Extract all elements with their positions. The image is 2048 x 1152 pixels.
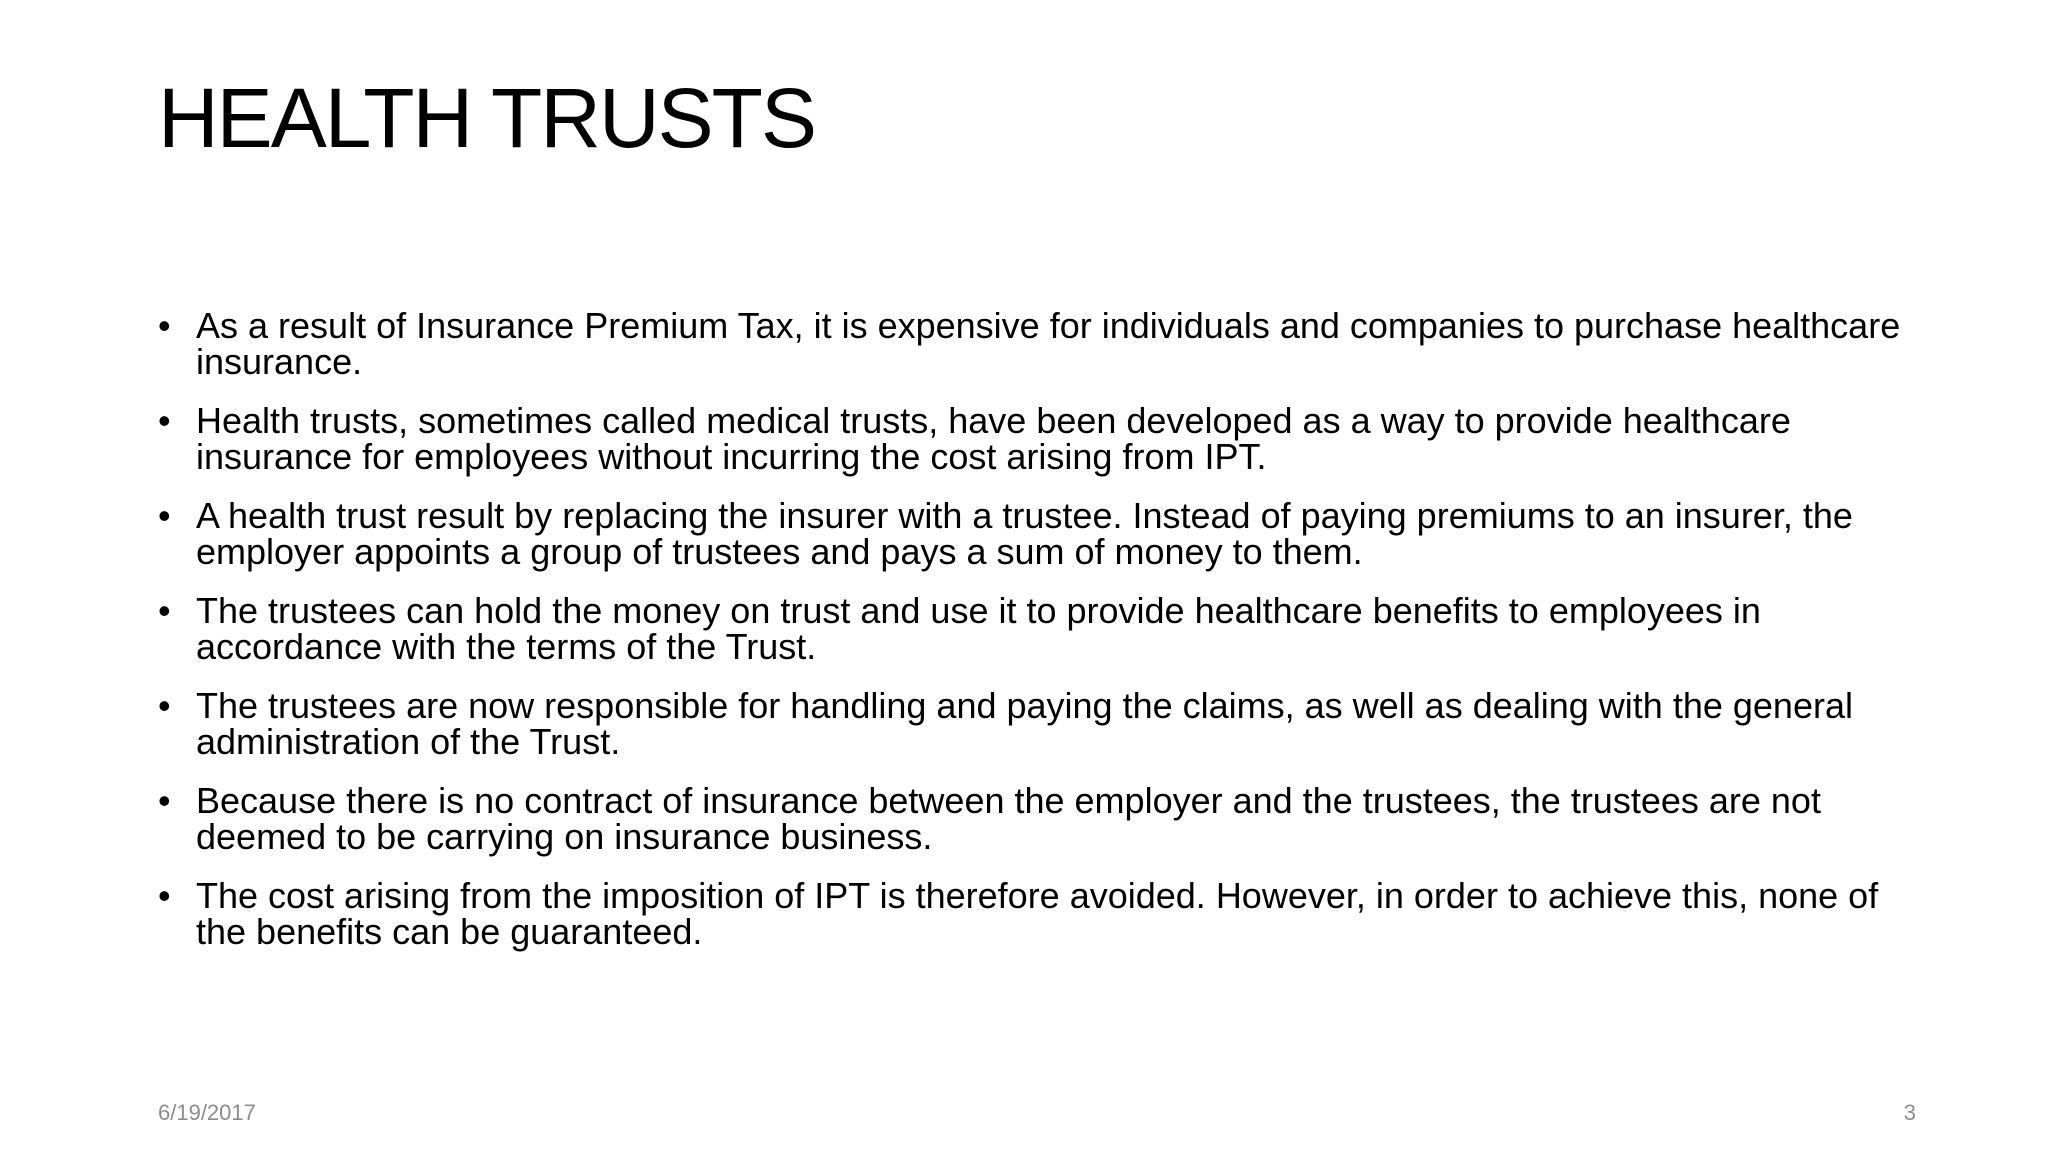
bullet-text: Health trusts, sometimes called medical trusts, have been developed as a way to provide healthcare insurance for employees without incurring the cost arising from IPT. [196,400,1791,477]
bullet-icon: • [158,305,171,346]
bullet-text: As a result of Insurance Premium Tax, it is expensive for individuals and companies to purchase healthcare insurance. [196,305,1901,382]
bullet-icon: • [158,780,171,821]
bullet-list [158,305,1918,973]
bullet-text: Because there is no contract of insurance between the employer and the trustees, the trustees are not deemed to be carrying on insurance business. [196,780,1821,857]
list-item [158,400,1918,477]
list-item [158,495,1918,572]
list-item [158,875,1918,952]
list-item [158,685,1918,762]
list-item [158,590,1918,667]
page-number: 3 [1903,1100,1916,1125]
bullet-text: The trustees can hold the money on trust and use it to provide healthcare benefits to employees in accordance with the terms of the Trust. [196,590,1761,667]
bullet-icon: • [158,685,171,726]
bullet-text: A health trust result by replacing the insurer with a trustee. Instead of paying premiums to an insurer, the employer appoints a group of trustees and pays a sum of money to them. [196,495,1853,572]
bullet-text: The trustees are now responsible for handling and paying the claims, as well as dealing with the general administration of the Trust. [196,685,1853,762]
list-item [158,780,1918,857]
bullet-text: The cost arising from the imposition of IPT is therefore avoided. However, in order to achieve this, none of the benefits can be guaranteed. [196,875,1879,952]
footer-date: 6/19/2017 [158,1100,256,1125]
slide-title: HEALTH TRUSTS [158,71,815,165]
bullet-icon: • [158,590,171,631]
list-item [158,305,1918,382]
bullet-icon: • [158,400,171,441]
bullet-icon: • [158,875,171,916]
bullet-icon: • [158,495,171,536]
